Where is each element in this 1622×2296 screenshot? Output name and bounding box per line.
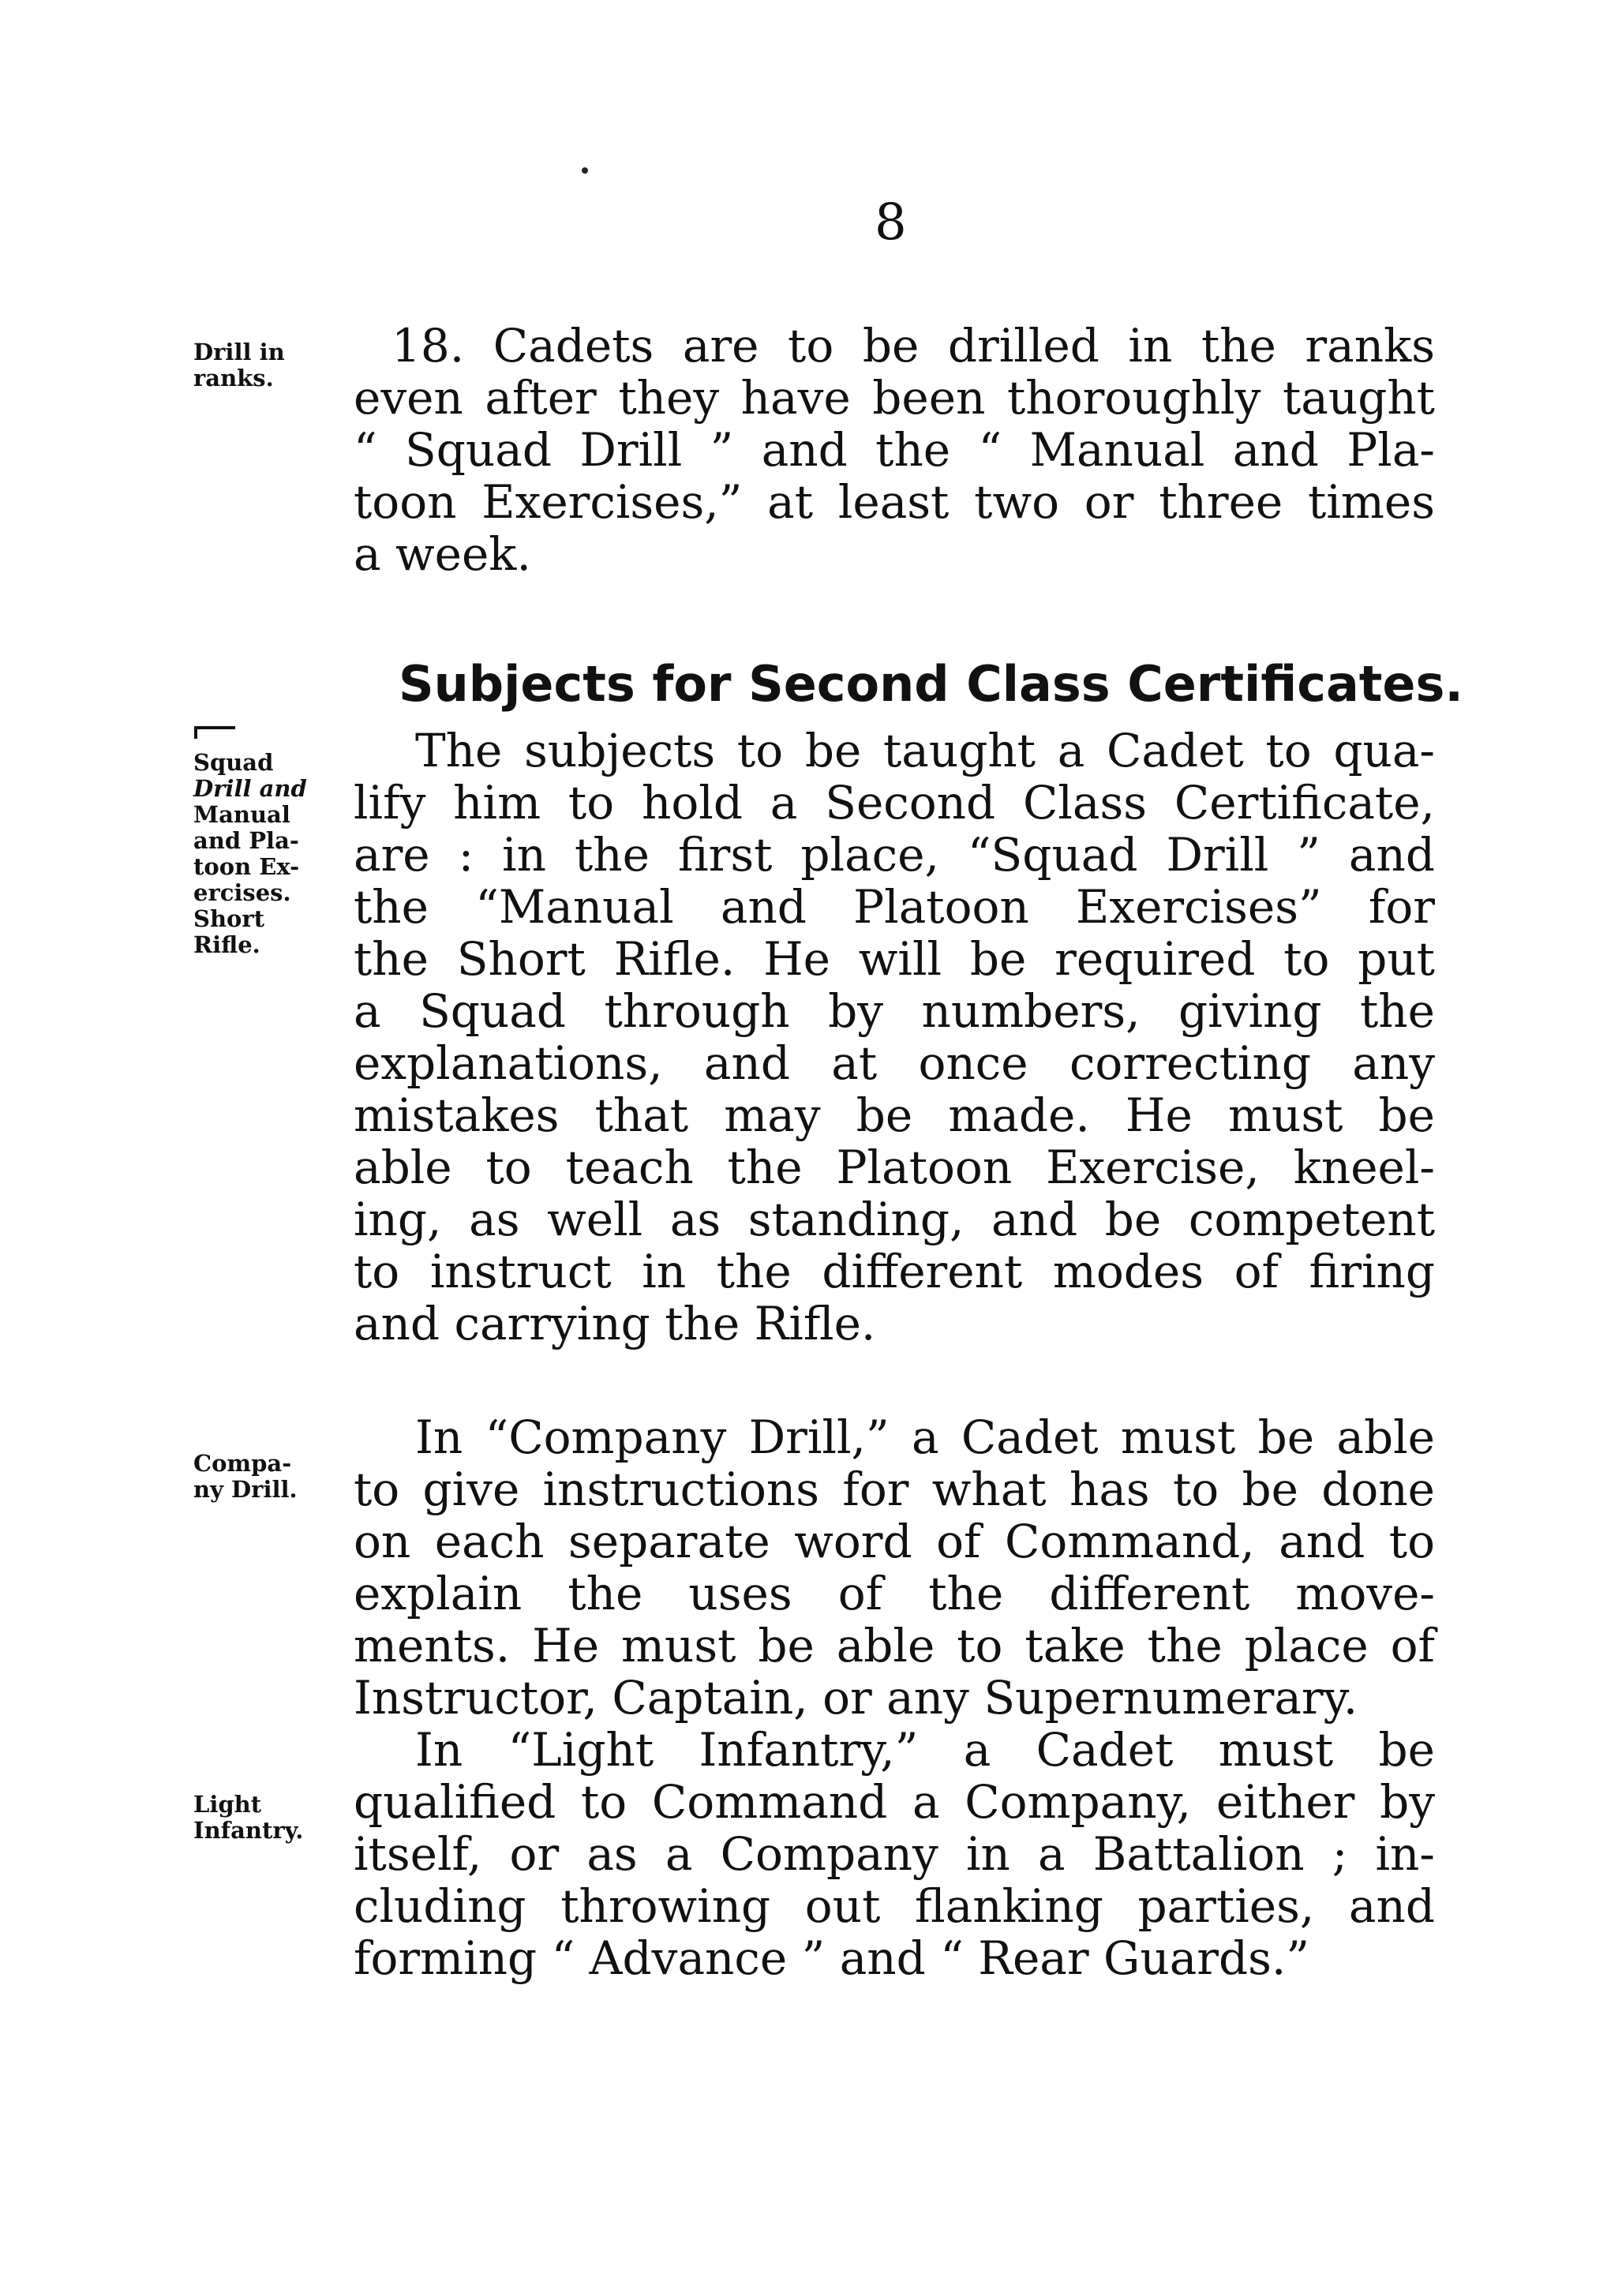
text-line: able to teach the Platoon Exercise, kneel-	[354, 1141, 1435, 1194]
text-line: In “Light Infantry,” a Cadet must be	[415, 1723, 1435, 1777]
text-line: to instruct in the different modes of firing	[354, 1245, 1435, 1298]
margin-note-line: Drill in	[193, 339, 285, 365]
margin-note-line: Infantry.	[193, 1817, 304, 1844]
margin-note-light-infantry	[193, 1792, 351, 1844]
text-line: explanations, and at once correcting any	[354, 1036, 1435, 1090]
text-line: In “Company Drill,” a Cadet must be able	[415, 1410, 1435, 1464]
margin-note-line: Squad	[193, 749, 274, 776]
text-line: the Short Rifle. He will be required to put	[354, 932, 1435, 986]
text-line: to give instructions for what has to be done	[354, 1463, 1435, 1516]
text-line: Instructor, Captain, or any Supernumerary.	[354, 1671, 1358, 1725]
margin-note-line: Manual	[193, 801, 290, 828]
text-line: a week.	[354, 527, 531, 581]
margin-note-line: ranks.	[193, 365, 274, 391]
margin-note-line: Light	[193, 1791, 262, 1818]
text-line: “ Squad Drill ” and the “ Manual and Pla-	[354, 423, 1435, 477]
margin-note-line: and Pla-	[193, 827, 299, 854]
text-line: mistakes that may be made. He must be	[354, 1088, 1435, 1142]
text-line: are : in the first place, “Squad Drill ” and	[354, 828, 1435, 882]
text-line: and carrying the Rifle.	[354, 1297, 876, 1350]
stray-dot	[582, 167, 588, 174]
text-line: the “Manual and Platoon Exercises” for	[354, 880, 1435, 934]
text-line: ments. He must be able to take the place of	[354, 1619, 1435, 1672]
paragraph-squad-drill	[354, 725, 1435, 1356]
text-line: lify him to hold a Second Class Certificate,	[354, 776, 1435, 830]
page-number: 8	[875, 193, 907, 252]
margin-note-line: toon Ex-	[193, 853, 300, 880]
margin-note-squad-drill	[193, 750, 351, 958]
text-line: on each separate word of Command, and to	[354, 1515, 1435, 1568]
margin-note-line: ercises.	[193, 879, 291, 906]
text-line: cluding throwing out flanking parties, and	[354, 1879, 1435, 1933]
margin-note-drill-in-ranks	[193, 339, 351, 391]
paragraph-18	[354, 320, 1435, 588]
paragraph-company-drill	[354, 1411, 1435, 1727]
margin-note-line: Short	[193, 905, 265, 932]
margin-note-line: Drill and	[193, 775, 307, 802]
text-line: itself, or as a Company in a Battalion ; in-	[354, 1827, 1435, 1881]
text-line: a Squad through by numbers, giving the	[354, 984, 1435, 1038]
paragraph-light-infantry	[354, 1724, 1435, 1992]
section-heading: Subjects for Second Class Certificates.	[399, 655, 1463, 713]
margin-note-line: Compa-	[193, 1450, 292, 1477]
text-line: explain the uses of the different move-	[354, 1567, 1435, 1620]
text-line: qualified to Command a Company, either by	[354, 1775, 1435, 1829]
text-line: The subjects to be taught a Cadet to qua-	[415, 724, 1435, 777]
text-line: toon Exercises,” at least two or three times	[354, 475, 1435, 529]
margin-note-company-drill	[193, 1451, 351, 1503]
text-line: even after they have been thoroughly taught	[354, 371, 1435, 425]
margin-note-line: Rifle.	[193, 931, 260, 958]
margin-rule-mark	[194, 726, 235, 729]
text-line: forming “ Advance ” and “ Rear Guards.”	[354, 1931, 1310, 1985]
text-line: 18. Cadets are to be drilled in the ranks	[391, 319, 1435, 373]
text-line: ing, as well as standing, and be competent	[354, 1193, 1435, 1246]
margin-note-line: ny Drill.	[193, 1476, 298, 1503]
